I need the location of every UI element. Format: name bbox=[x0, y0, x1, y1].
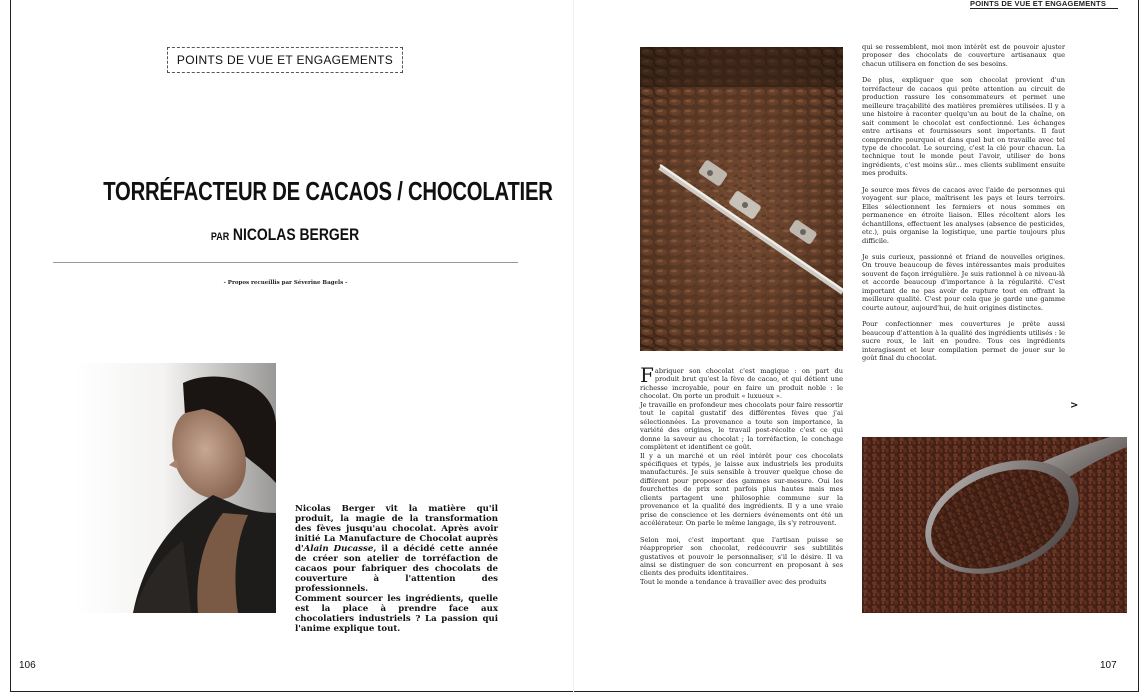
column-1-paragraph-2: Je travaille en profondeur mes chocolats pour faire ressortir tout le capital gustatif des différentes fèves que j'ai sélectionnées. La provenance a toute son importance, la variété des origines, le travail post-récolte c'est ce qui donne la saveur au chocolat ; la torréfaction, le conchage complètent et identifient ce goût. bbox=[640, 400, 843, 452]
intro-name-italic: Alain Ducasse bbox=[303, 544, 374, 554]
article-column-2 bbox=[862, 43, 1065, 362]
column-1-paragraph-5: Tout le monde a tendance à travailler avec des produits bbox=[640, 577, 827, 586]
center-gutter bbox=[573, 0, 574, 694]
column-2-paragraph-4: Je suis curieux, passionné et friand de nouvelles origines. On trouve beaucoup de fèves intéressantes mais produites souvent de façon irrégulière. Je suis rationnel à ce niveau-là et accorde beaucoup d'importance à la régularité. C'est important de ne pas avoir de rupture tout en offrant la meilleure qualité. C'est pour cela que je garde une gamme courte autour, aujourd'hui, de huit origines distinctes. bbox=[862, 252, 1065, 312]
intro-paragraph-2: Comment sourcer les ingrédients, quelle est la place à prendre face aux chocolatiers industriels ? La passion qui l'anime explique tout. bbox=[295, 594, 498, 634]
column-1-paragraph-1 bbox=[640, 363, 843, 401]
column-1-paragraph-3: Il y a un marché et un réel intérêt pour ces chocolats spécifiques et typés, je laisse aux industriels les produits manufacturés. Je suis sensible à trouver quelque chose de différent pour proposer des gammes sur-mesure. Oui les fourchettes de prix sont parfois plus hautes mais mes clients partagent une philosophie commune sur la provenance et la qualité des ingrédients. Il y a une vraie prise de conscience et les derniers événements ont été un accélérateur. On parle le même langage, ils s'y retrouvent. bbox=[640, 451, 843, 528]
portrait-photo bbox=[73, 363, 276, 613]
byline bbox=[94, 225, 476, 245]
cocoa-nibs-spoon-image bbox=[862, 437, 1127, 613]
column-2-paragraph-1: qui se ressemblent, moi mon intérêt est de pouvoir ajuster proposer des chocolats de couverture artisanaux que chacun utilisera en fonction de ses besoins. bbox=[862, 43, 1065, 68]
interview-credit: - Propos recueillis par Séverine Bagels - bbox=[223, 280, 348, 286]
author-name: NICOLAS BERGER bbox=[232, 225, 360, 244]
running-header: POINTS DE VUE ET ENGAGEMENTS bbox=[970, 0, 1107, 8]
byline-prefix: PAR bbox=[210, 231, 230, 243]
column-2-paragraph-2: De plus, expliquer que son chocolat provient d'un torréfacteur de cacaos qui prête attention au circuit de production rassure les consommateurs et permet une meilleure traçabilité des matières premières utilisées. Il y a une histoire à raconter quelqu'un au bout de la chaîne, on sait comment le chocolat est confectionné. Les échanges entre artisans et fournisseurs sont importants. Il faut comprendre pourquoi et dans quel but on travaille avec tel type de chocolat. Le sourcing, c'est la clé pour chacun. La technique tout le monde peut l'avoir, utiliser de bons ingrédients, c'est moins sûr... mes clients subliment ensuite mes produits. bbox=[862, 76, 1065, 178]
column-2-paragraph-5: Pour confectionner mes couvertures je prête aussi beaucoup d'attention à la qualité des ingrédients utilisés : le sucre roux, le lait en poudre. Tous ces ingrédients interagissent et leur compilation permet de jouer sur le goût final du chocolat. bbox=[862, 320, 1065, 362]
page-number-left: 106 bbox=[19, 660, 36, 671]
page-number-right: 107 bbox=[1100, 660, 1117, 671]
continue-arrow-icon: > bbox=[1070, 400, 1079, 411]
column-2-paragraph-3: Je source mes fèves de cacaos avec l'aide de personnes qui voyagent sur place, maîtrisent les pays et leurs terroirs. Elles sélectionnent les fermiers et nous sommes en permanence en étroite liaison. Elles récoltent alors les échantillons, effectuent les analyses (absence de pesticides, etc.), puis organise la logistique, une partie toujours plus difficile. bbox=[862, 185, 1065, 245]
column-1-text: abriquer son chocolat c'est magique : on part du produit brut qu'est la fève de cacao, et qui détient une richesse incroyable, pour en faire un produit noble : le chocolat. On porte un produit « luxueux ». bbox=[640, 367, 843, 401]
section-rubric-label: POINTS DE VUE ET ENGAGEMENTS bbox=[176, 53, 394, 67]
chef-portrait-image bbox=[73, 363, 276, 613]
intro-text-continued: , il a décidé cette année de créer son atelier de torréfaction de cacaos pour fabriquer des chocolats de couverture à l'attention des professionnels. bbox=[295, 544, 498, 594]
title-divider bbox=[53, 262, 518, 263]
drop-cap: F bbox=[640, 363, 654, 387]
running-header-rule bbox=[970, 8, 1118, 9]
roasting-beans-photo bbox=[640, 47, 843, 351]
intro-text: Nicolas Berger vit la matière qu'il produit, la magie de la transformation des fèves jusqu'au chocolat. Après avoir initié La Manufacture de Chocolat auprès d' bbox=[295, 504, 498, 554]
cocoa-beans-roaster-image bbox=[640, 47, 843, 351]
article-title: TORRÉFACTEUR DE CACAOS / CHOCOLATIER bbox=[103, 176, 553, 206]
article-intro bbox=[295, 504, 498, 634]
cocoa-nibs-photo bbox=[862, 437, 1127, 613]
column-1-paragraph-4: Selon moi, c'est important que l'artisan puisse se réapproprier son chocolat, redécouvrir ses subtilités gustatives et pouvoir le personnaliser, s'il le désire. Il va ainsi se distinguer de son concurrent en proposant à ses clients des produits identitaires. bbox=[640, 535, 843, 578]
intro-paragraph-1 bbox=[295, 504, 498, 594]
section-rubric bbox=[167, 47, 403, 73]
article-column-1 bbox=[640, 363, 843, 586]
